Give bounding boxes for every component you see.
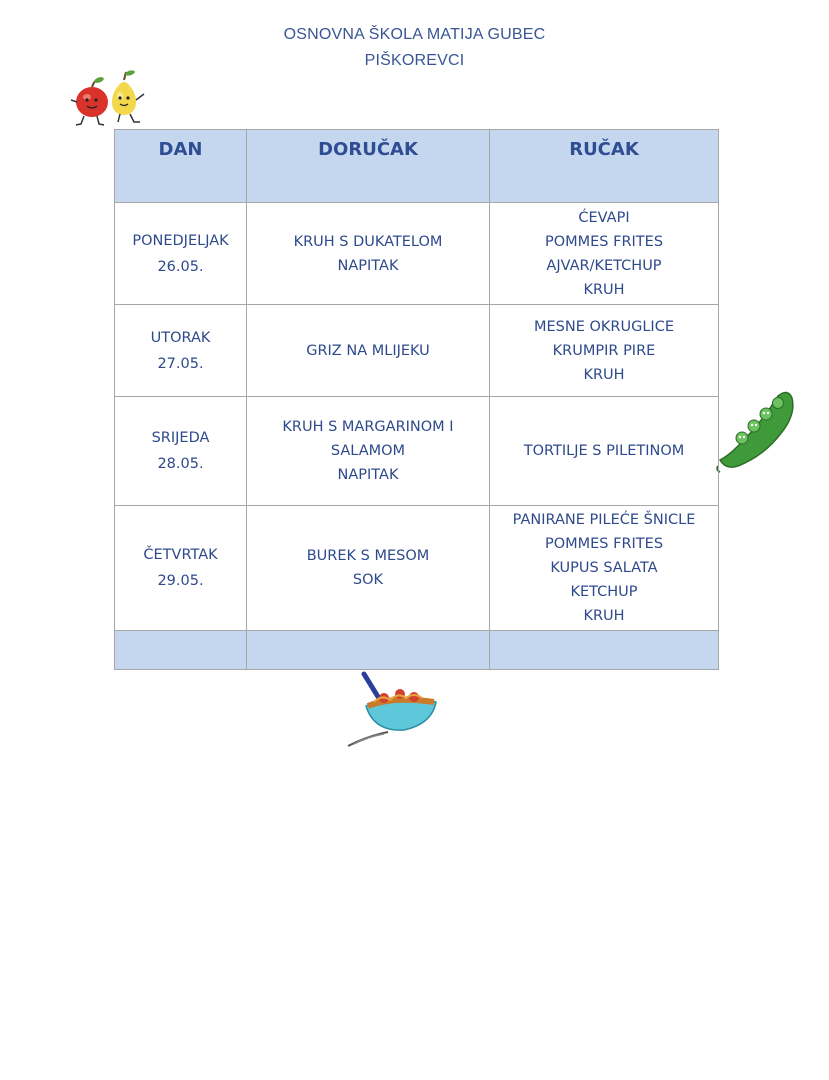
lunch-cell	[490, 506, 719, 631]
day-name: UTORAK	[150, 329, 211, 346]
meal-item: NAPITAK	[337, 467, 399, 483]
breakfast-cell	[247, 397, 490, 506]
day-cell	[115, 203, 247, 305]
column-header-day: DAN	[115, 130, 247, 203]
day-date: 29.05.	[157, 573, 204, 589]
meal-item: KUPUS SALATA	[550, 560, 658, 576]
day-cell	[115, 397, 247, 506]
meal-item: POMMES FRITES	[544, 233, 664, 250]
meal-item: KRUH	[583, 281, 625, 298]
table-row	[115, 506, 719, 631]
meal-item: AJVAR/KETCHUP	[546, 257, 662, 274]
meal-item: GRIZ NA MLIJEKU	[306, 342, 430, 359]
day-name: SRIJEDA	[151, 430, 210, 446]
meal-item: KRUMPIR PIRE	[552, 342, 656, 359]
menu-table	[114, 129, 719, 670]
table-header-row	[115, 130, 719, 203]
footer-cell	[490, 631, 719, 670]
day-date: 26.05.	[157, 258, 204, 275]
meal-item: ĆEVAPI	[578, 209, 630, 226]
column-header-breakfast: DORUČAK	[247, 130, 490, 203]
lunch-cell	[490, 203, 719, 305]
meal-item: TORTILJE S PILETINOM	[523, 443, 685, 459]
lunch-cell	[490, 397, 719, 506]
meal-item: PANIRANE PILEĆE ŠNICLE	[512, 512, 696, 528]
lunch-cell	[490, 305, 719, 397]
table-row	[115, 305, 719, 397]
peas-pod-icon	[714, 388, 798, 474]
meal-item: KRUH S MARGARINOM I	[282, 419, 454, 435]
day-name: ČETVRTAK	[143, 547, 218, 563]
school-place: PIŠKOREVCI	[364, 52, 465, 69]
school-name: OSNOVNA ŠKOLA MATIJA GUBEC	[283, 26, 546, 43]
meal-item: SOK	[352, 572, 384, 588]
meal-item: SALAMOM	[330, 443, 406, 459]
table-row	[115, 203, 719, 305]
meal-item: KRUH	[583, 366, 625, 383]
apple-pear-icon	[70, 66, 152, 128]
meal-item: BUREK S MESOM	[306, 548, 430, 564]
table-row	[115, 397, 719, 506]
footer-cell	[115, 631, 247, 670]
day-cell	[115, 506, 247, 631]
meal-item: KRUH S DUKATELOM	[293, 233, 443, 250]
table-footer-row	[115, 631, 719, 670]
day-cell	[115, 305, 247, 397]
meal-item: NAPITAK	[337, 257, 399, 274]
spaghetti-bowl-icon	[344, 670, 440, 750]
footer-cell	[247, 631, 490, 670]
meal-item: POMMES FRITES	[544, 536, 664, 552]
breakfast-cell	[247, 203, 490, 305]
breakfast-cell	[247, 506, 490, 631]
column-header-lunch: RUČAK	[490, 130, 719, 203]
day-name: PONEDJELJAK	[132, 232, 229, 249]
day-date: 28.05.	[157, 456, 204, 472]
day-date: 27.05.	[157, 355, 204, 372]
breakfast-cell	[247, 305, 490, 397]
meal-item: KRUH	[583, 608, 625, 624]
meal-item: MESNE OKRUGLICE	[534, 318, 674, 335]
meal-item: KETCHUP	[570, 584, 638, 600]
